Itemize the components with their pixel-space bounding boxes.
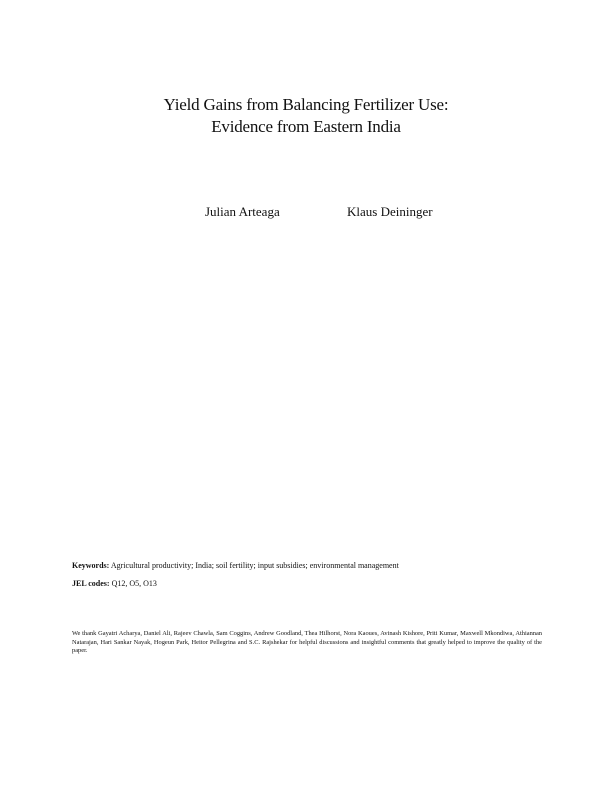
title-line-2: Evidence from Eastern India	[211, 117, 401, 136]
paper-title	[0, 94, 612, 138]
jel-codes-label: JEL codes:	[72, 579, 110, 588]
keywords-text: Agricultural productivity; India; soil fertility; input subsidies; environmental management	[110, 561, 399, 570]
title-line-1: Yield Gains from Balancing Fertilizer Use:	[163, 95, 449, 114]
acknowledgement-footnote: We thank Gayatri Acharya, Daniel Ali, Rajeev Chawla, Sam Coggins, Andrew Goodland, Thea Hilhorst, Nora Kaoues, Avinash Kishore, Priti Kumar, Maxwell Mkondiwa, Athiannan Natarajan, Hari Sankar Nayak, Hogeun Park, Heitor Pellegrina and S.C. Rajshekar for helpful discussions and insightful comments that greatly helped to improve the quality of the paper.	[72, 630, 542, 655]
jel-codes-line	[72, 578, 542, 589]
keywords-line	[72, 560, 542, 571]
author-name: Julian Arteaga	[205, 204, 280, 219]
jel-codes-text: Q12, O5, O13	[111, 579, 157, 588]
keywords-section	[72, 560, 542, 596]
author-name: Klaus Deininger	[347, 204, 433, 219]
keywords-label: Keywords:	[72, 561, 110, 570]
